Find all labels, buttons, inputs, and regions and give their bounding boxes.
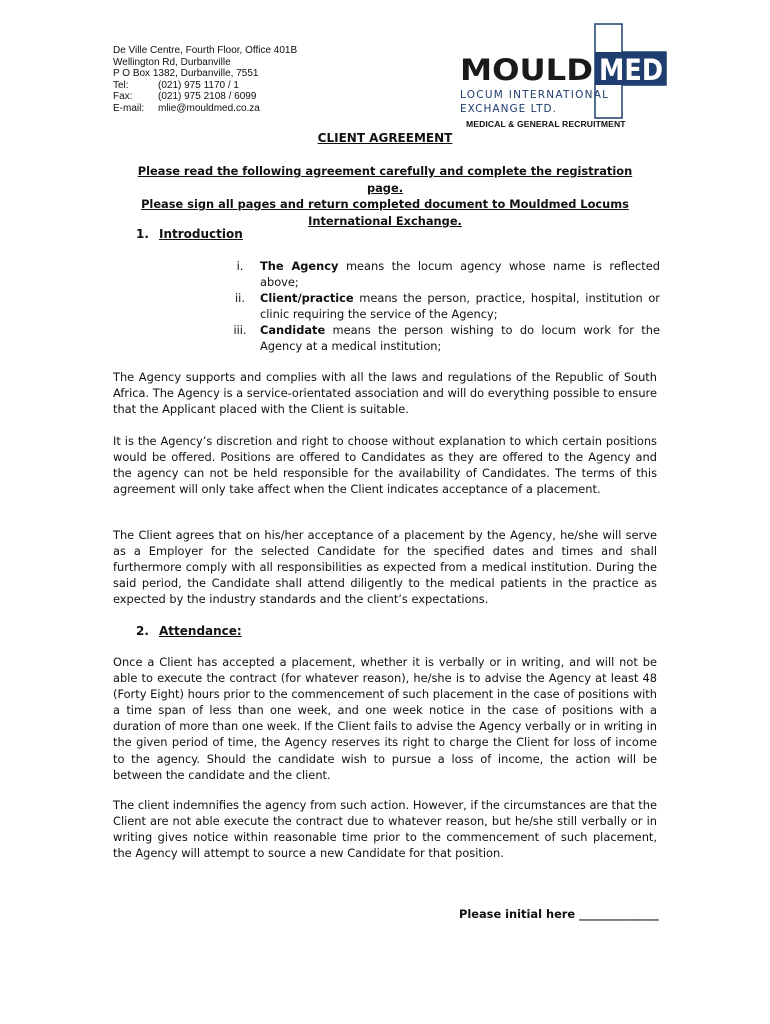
- contact-label: Tel:: [113, 79, 129, 91]
- paragraph-agency-compliance: The Agency supports and complies with all the laws and regulations of the Republic of South Africa. The Agency is a service-orientated association and will do everything possible to ensure that the Applicant placed with the Client is suitable.: [113, 370, 657, 417]
- logo-brand-right: MED: [599, 53, 663, 87]
- contact-block: [113, 45, 297, 115]
- contact-row-email: [113, 103, 297, 115]
- logo-brand-left: MOULD: [460, 53, 593, 87]
- definition-item: [220, 290, 660, 322]
- paragraph-agency-discretion: It is the Agency’s discretion and right to choose without explanation to which certain positions would be offered. Positions are offered to Candidates as they are offered to the Agency and the agency can not be held responsible for the availability of Candidates. The terms of this agreement will only take affect when the Client indicates acceptance of a placement.: [113, 434, 657, 497]
- logo-subline-2: EXCHANGE LTD.: [460, 103, 556, 115]
- definition-term: The Agency: [260, 259, 339, 273]
- definition-numeral: ii.: [235, 291, 245, 305]
- definition-term: Client/practice: [260, 291, 354, 305]
- definition-numeral: iii.: [233, 323, 247, 337]
- address-line: P O Box 1382, Durbanville, 7551: [113, 68, 259, 80]
- logo-subline-1: LOCUM INTERNATIONAL: [460, 89, 608, 101]
- definition-numeral: i.: [236, 259, 244, 273]
- definition-term: Candidate: [260, 323, 326, 337]
- definition-text: means the person wishing to do locum work for the Agency at a medical institution;: [260, 323, 660, 353]
- contact-row-fax: [113, 91, 297, 103]
- instructions: [120, 163, 650, 229]
- address-line: De Ville Centre, Fourth Floor, Office 401B: [113, 45, 298, 56]
- section-number: 1.: [136, 227, 149, 241]
- contact-label: E-mail:: [113, 102, 145, 114]
- contact-row-tel: [113, 80, 297, 92]
- contact-value: (021) 975 1170 / 1: [158, 79, 239, 91]
- document-title: CLIENT AGREEMENT: [317, 131, 453, 145]
- paragraph-indemnity: The client indemnifies the agency from such action. However, if the circumstances are that the Client are not able execute the contract due to whatever reason, but he/she still verbally or in writing gives notice within reasonable time prior to the commencement of such placement, the Agency will attempt to source a new Candidate for that position.: [113, 798, 657, 861]
- instruction-line: International Exchange.: [308, 213, 462, 228]
- contact-label: Fax:: [113, 91, 133, 103]
- section-title: Attendance:: [159, 624, 242, 638]
- paragraph-client-acceptance: The Client agrees that on his/her acceptance of a placement by the Agency, he/she will serve as a Employer for the selected Candidate for the specified dates and times and shall furthermore comply with all responsibilities as expected from a medical institution. During the said period, the Candidate shall attend diligently to the medical patients in the practice as expected by the industry standards and the client’s expectations.: [113, 528, 657, 607]
- initial-here-line: Please initial here ______________: [459, 907, 659, 921]
- section-number: 2.: [136, 624, 149, 638]
- address-line: Wellington Rd, Durbanville: [113, 56, 231, 68]
- instruction-line: Please sign all pages and return completed document to Mouldmed Locums: [141, 197, 629, 211]
- contact-value: mlie@mouldmed.co.za: [158, 102, 260, 114]
- logo-tagline: MEDICAL & GENERAL RECRUITMENT: [466, 119, 626, 129]
- paragraph-attendance-notice: Once a Client has accepted a placement, whether it is verbally or in writing, and will not be able to execute the contract (for whatever reason), he/she is to advise the Agency at least 48 (Forty Eight) hours prior to the commencement of such placement in the case of positions with a time span of less than one week, and one week notice in the case of positions with a duration of more than one week. If the Client fails to advise the Agency verbally or in writing in the given period of time, the Agency reserves its right to charge the Client for loss of income to the agency. Should the candidate wish to pursue a loss of income, the action will be between the candidate and the client.: [113, 655, 657, 782]
- definition-text: means the person, practice, hospital, institution or clinic requiring the service of the Agency;: [260, 291, 660, 321]
- definition-item: [220, 258, 660, 290]
- section-title: Introduction: [159, 227, 243, 241]
- instruction-line: Please read the following agreement carefully and complete the registration page.: [137, 164, 633, 195]
- definitions-list: [220, 258, 660, 354]
- contact-value: (021) 975 2108 / 6099: [158, 91, 257, 103]
- section-heading-introduction: [136, 227, 243, 241]
- mouldmed-logo: [456, 22, 668, 122]
- section-heading-attendance: [136, 624, 242, 638]
- definition-text: means the locum agency whose name is reflected above;: [260, 259, 660, 289]
- definition-item: [220, 322, 660, 354]
